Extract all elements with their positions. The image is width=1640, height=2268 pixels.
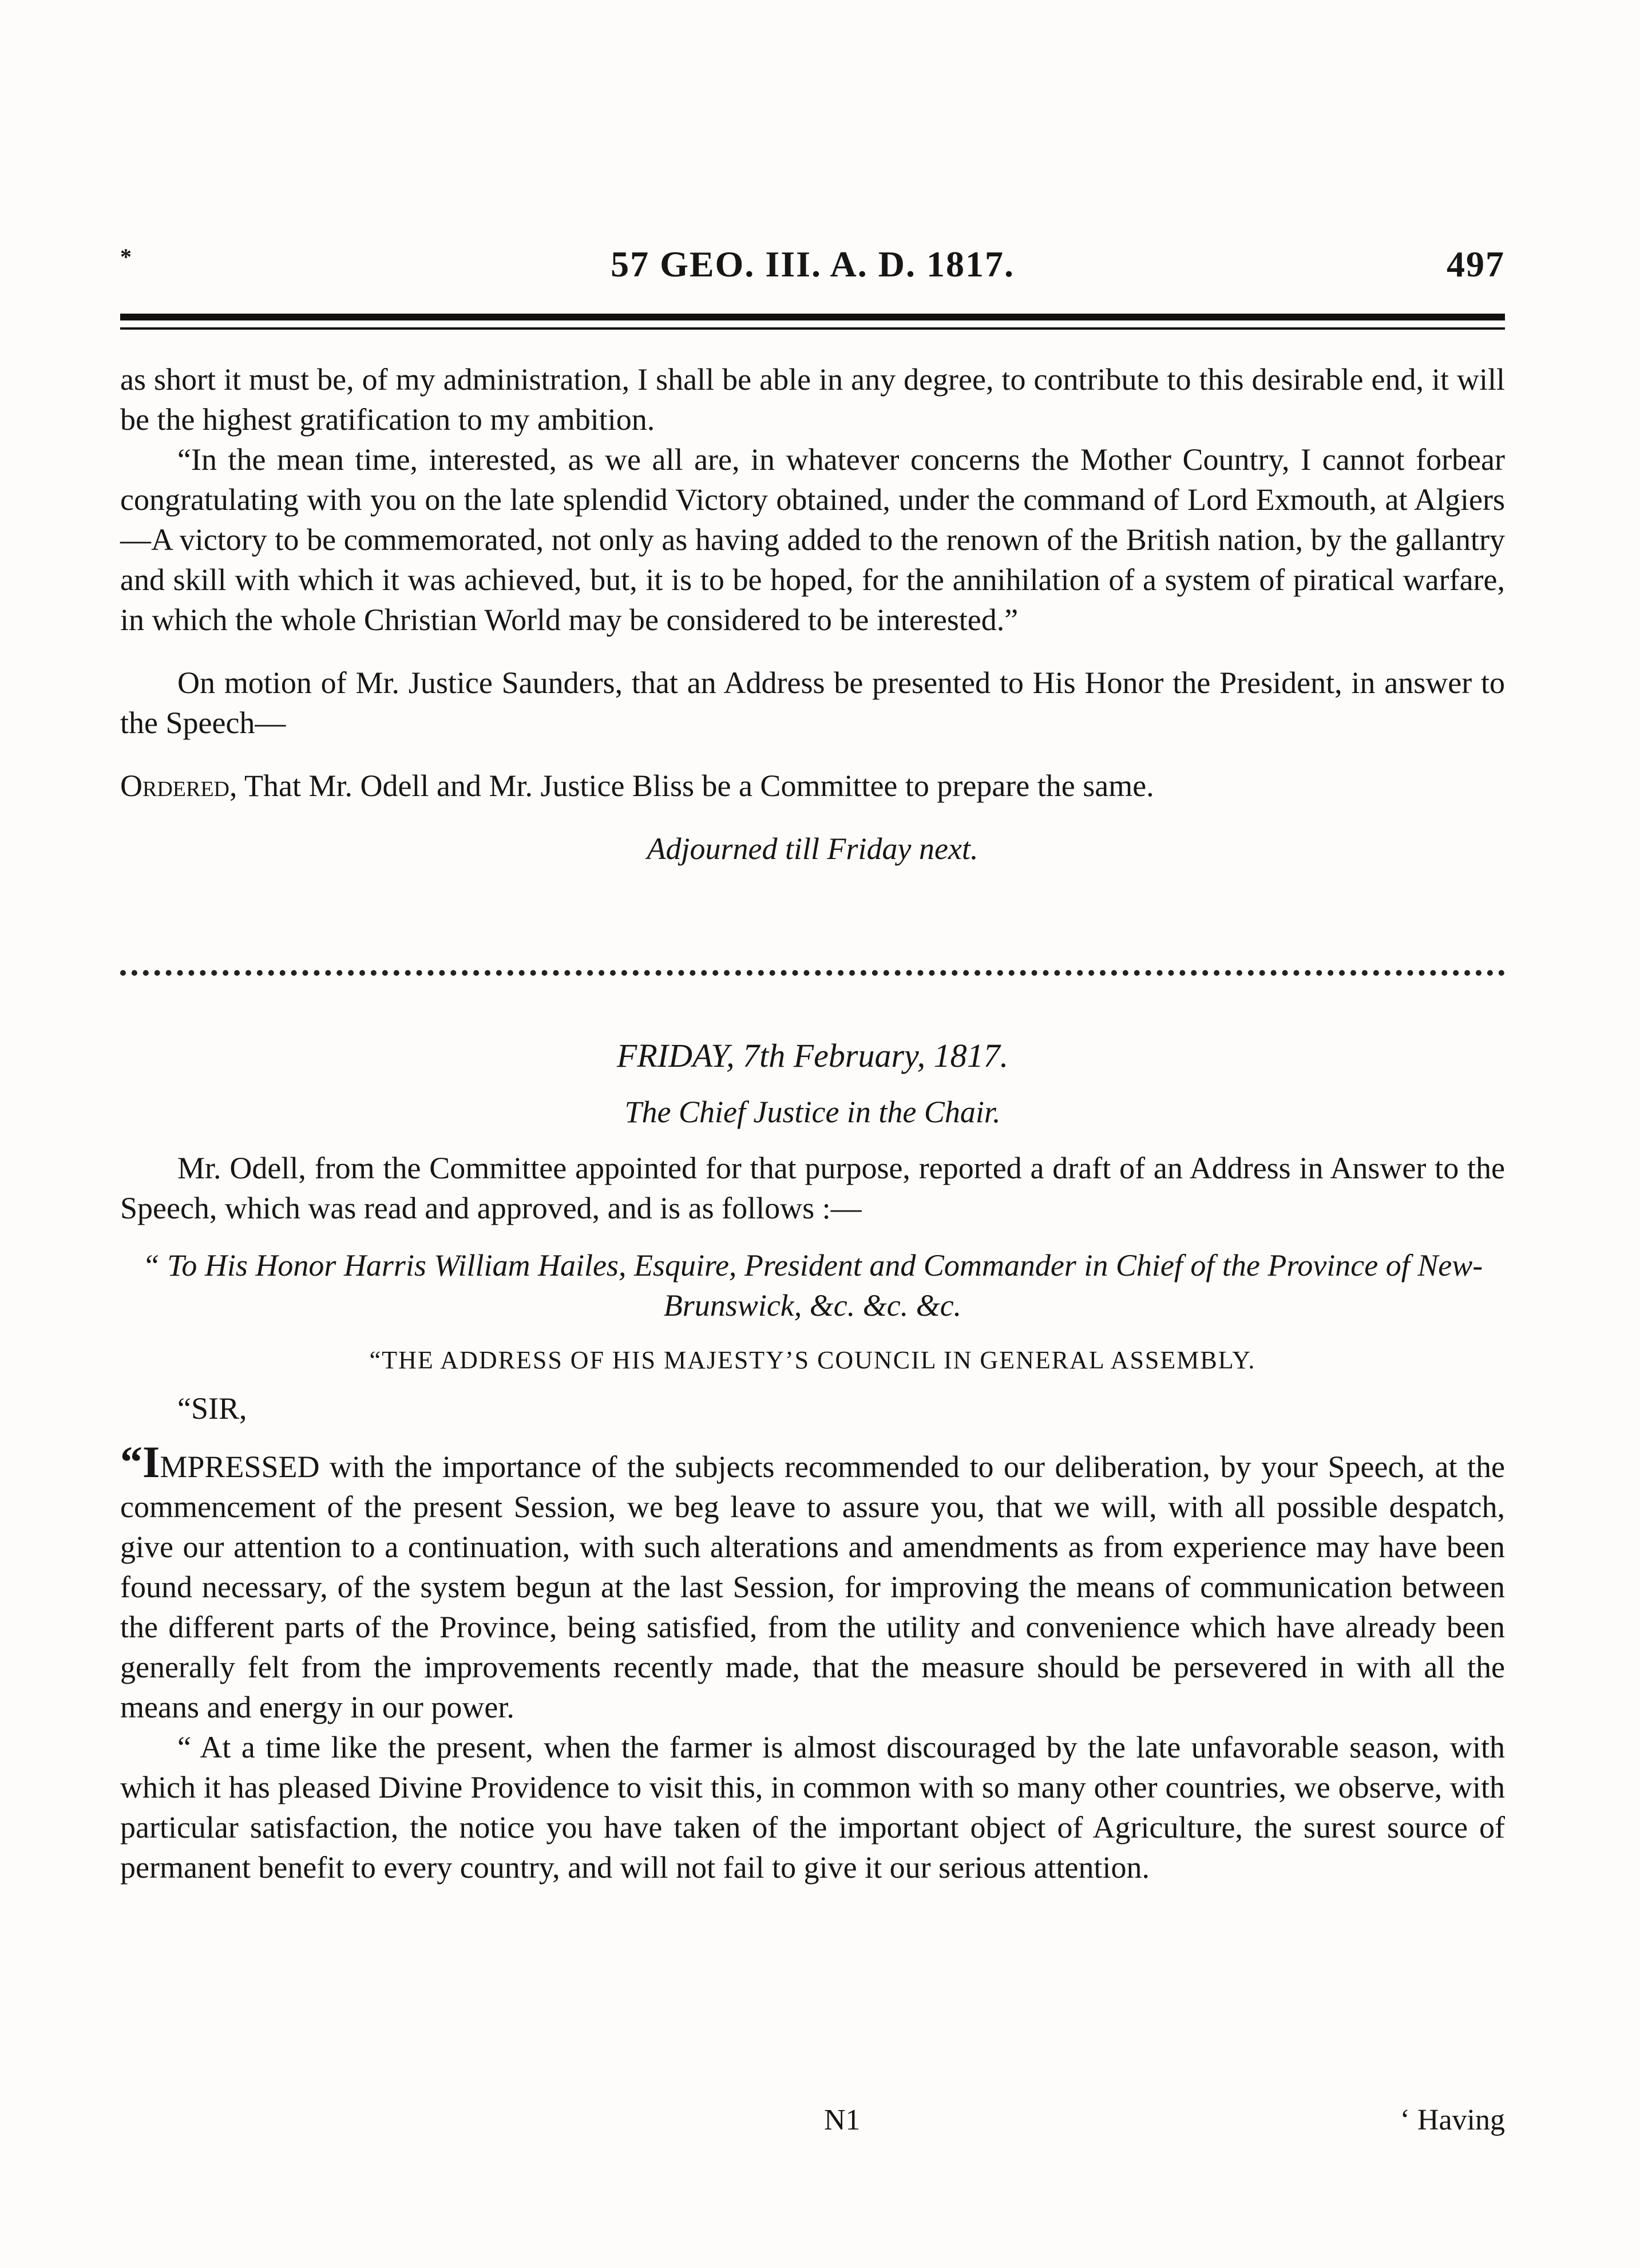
running-head bbox=[120, 243, 1505, 289]
date-heading: FRIDAY, 7th February, 1817. bbox=[616, 1037, 1009, 1074]
adjourned-line: Adjourned till Friday next. bbox=[647, 832, 979, 866]
paragraph-agriculture: “ At a time like the present, when the farmer is almost discouraged by the late unfavorable season, with which it has pleased Divine Providence to visit this, in common with so many other countries, we observe, with particular satisfaction, the notice you have taken of the important object of Agriculture, the surest source of permanent benefit to every country, and will not fail to give it our serious attention. bbox=[120, 1730, 1505, 1885]
header-mark: * bbox=[120, 244, 133, 270]
salutation: “SIR, bbox=[177, 1391, 247, 1426]
paragraph-impressed bbox=[120, 1437, 1505, 1727]
paragraph-motion: On motion of Mr. Justice Saunders, that an Address be presented to His Honor the President, in answer to the Speech— bbox=[120, 666, 1505, 740]
paragraph-committee-report: Mr. Odell, from the Committee appointed for that purpose, reported a draft of an Address in Answer to the Speech, which was read and approved, and is as follows :— bbox=[120, 1151, 1505, 1225]
ordered-label: Ordered, bbox=[120, 769, 237, 803]
paragraph-speech-end: as short it must be, of my administration, I shall be able in any degree, to contribute to this desirable end, it will be the highest gratification to my ambition. bbox=[120, 362, 1505, 437]
paragraph-algiers: “In the mean time, interested, as we all are, in whatever concerns the Mother Country, I cannot forbear congratulating with you on the late splendid Victory obtained, under the command of Lord Exmouth, at Algiers—A victory to be commemorated, not only as having added to the renown of the British nation, by the gallantry and skill with which it was achieved, but, it is to be hoped, for the annihilation of a system of piratical warfare, in which the whole Christian World may be considered to be interested.” bbox=[120, 442, 1505, 637]
header-rule-thin bbox=[120, 327, 1505, 330]
ordered-text: That Mr. Odell and Mr. Justice Bliss be a Committee to prepare the same. bbox=[244, 769, 1154, 803]
chair-line: The Chief Justice in the Chair. bbox=[624, 1095, 1001, 1129]
dropcap-letter: “I bbox=[120, 1437, 160, 1487]
address-recipient: “ To His Honor Harris William Hailes, Esquire, President and Commander in Chief of the Province of New-Brunswick, &c. &c. &c. bbox=[142, 1248, 1483, 1323]
impressed-text: MPRESSED with the importance of the subjects recommended to our deliberation, by your Speech, at the commencement of the present Session, we beg leave to assure you, that we will, with all possible despatch, give our attention to a continuation, with such alterations and amendments as from experience may have been found necessary, of the system begun at the last Session, for improving the means of communication between the different parts of the Province, being satisfied, from the utility and convenience which have already been generally felt from the improvements recently made, that the measure should be persevered in with all the means and energy in our power. bbox=[120, 1450, 1505, 1724]
catchword: ‘ Having bbox=[1400, 2104, 1505, 2136]
section-friday bbox=[120, 1036, 1505, 1887]
signature-mark: N1 bbox=[824, 2104, 861, 2136]
running-title: 57 GEO. III. A. D. 1817. bbox=[611, 244, 1015, 284]
address-title: “THE ADDRESS OF HIS MAJESTY’S COUNCIL IN GENERAL ASSEMBLY. bbox=[369, 1346, 1256, 1374]
header-rule-thick bbox=[120, 314, 1505, 320]
section-council-speech bbox=[120, 359, 1505, 869]
dotted-separator bbox=[120, 970, 1505, 987]
paragraph-ordered bbox=[120, 766, 1505, 806]
page-number: 497 bbox=[1447, 244, 1505, 284]
